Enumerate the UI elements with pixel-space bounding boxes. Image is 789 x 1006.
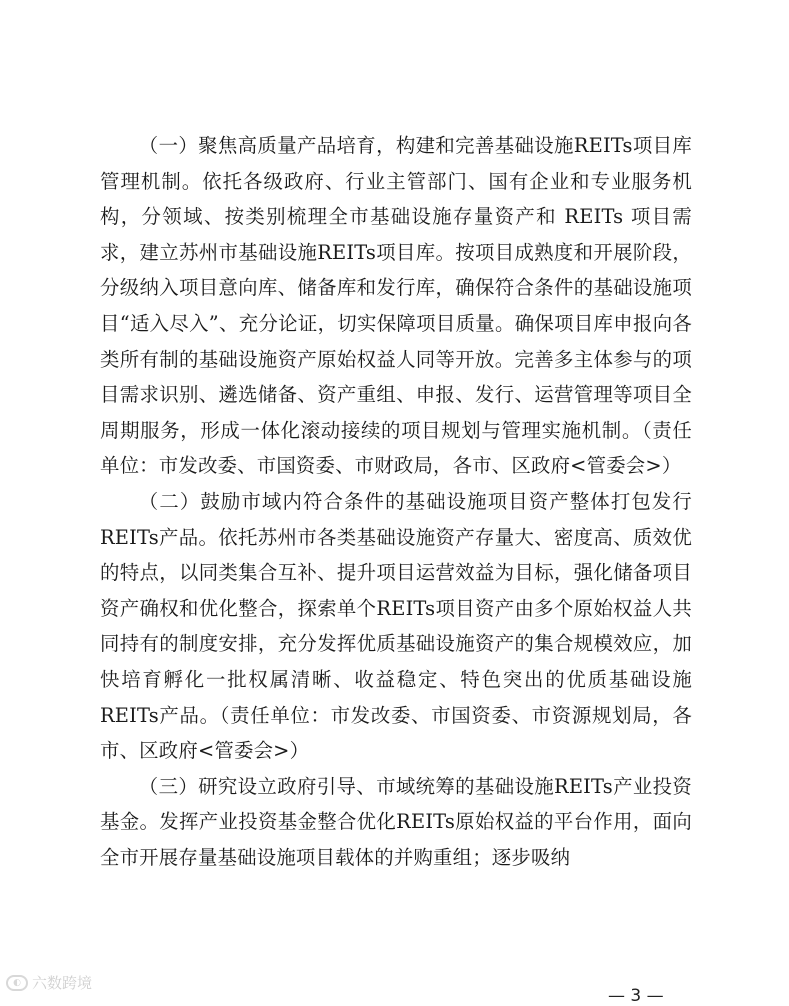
watermark-text: 六数跨境 xyxy=(32,974,93,992)
paragraph-1: （一）聚焦高质量产品培育，构建和完善基础设施REITs项目库管理机制。依托各级政府、行业主管部门、国有企业和专业服务机构，分领域、按类别梳理全市基础设施存量资产和 REITs 项目需求，建立苏州市基础设施REITs项目库。按项目成熟度和开展阶段，分级纳入项目意向库、储备库和发行库，确保符合条件的基础设施项目“适入尽入”、充分论证，切实保障项目质量。确保项目库申报向各类所有制的基础设施资产原始权益人同等开放。完善多主体参与的项目需求识别、遴选储备、资产重组、申报、发行、运营管理等项目全周期服务，形成一体化滚动接续的项目规划与管理实施机制。（责任单位：市发改委、市国资委、市财政局，各市、区政府<管委会>） xyxy=(100,134,692,478)
paragraph-3: （三）研究设立政府引导、市域统筹的基础设施REITs产业投资基金。发挥产业投资基金整合优化REITs原始权益的平台作用，面向全市开展存量基础设施项目载体的并购重组；逐步吸纳 xyxy=(100,774,692,869)
document-body xyxy=(100,128,692,875)
paragraph-2: （二）鼓励市域内符合条件的基础设施项目资产整体打包发行REITs产品。依托苏州市各类基础设施资产存量大、密度高、质效优的特点，以同类集合互补、提升项目运营效益为目标，强化储备项目资产确权和优化整合，探索单个REITs项目资产由多个原始权益人共同持有的制度安排，充分发挥优质基础设施资产的集合规模效应，加快培育孵化一批权属清晰、收益稳定、特色突出的优质基础设施REITs产品。（责任单位：市发改委、市国资委、市资源规划局，各市、区政府<管委会>） xyxy=(100,489,692,763)
watermark xyxy=(6,972,92,993)
watermark-logo-icon: ◐ xyxy=(6,975,28,991)
page-number: — 3 — xyxy=(608,986,664,1006)
